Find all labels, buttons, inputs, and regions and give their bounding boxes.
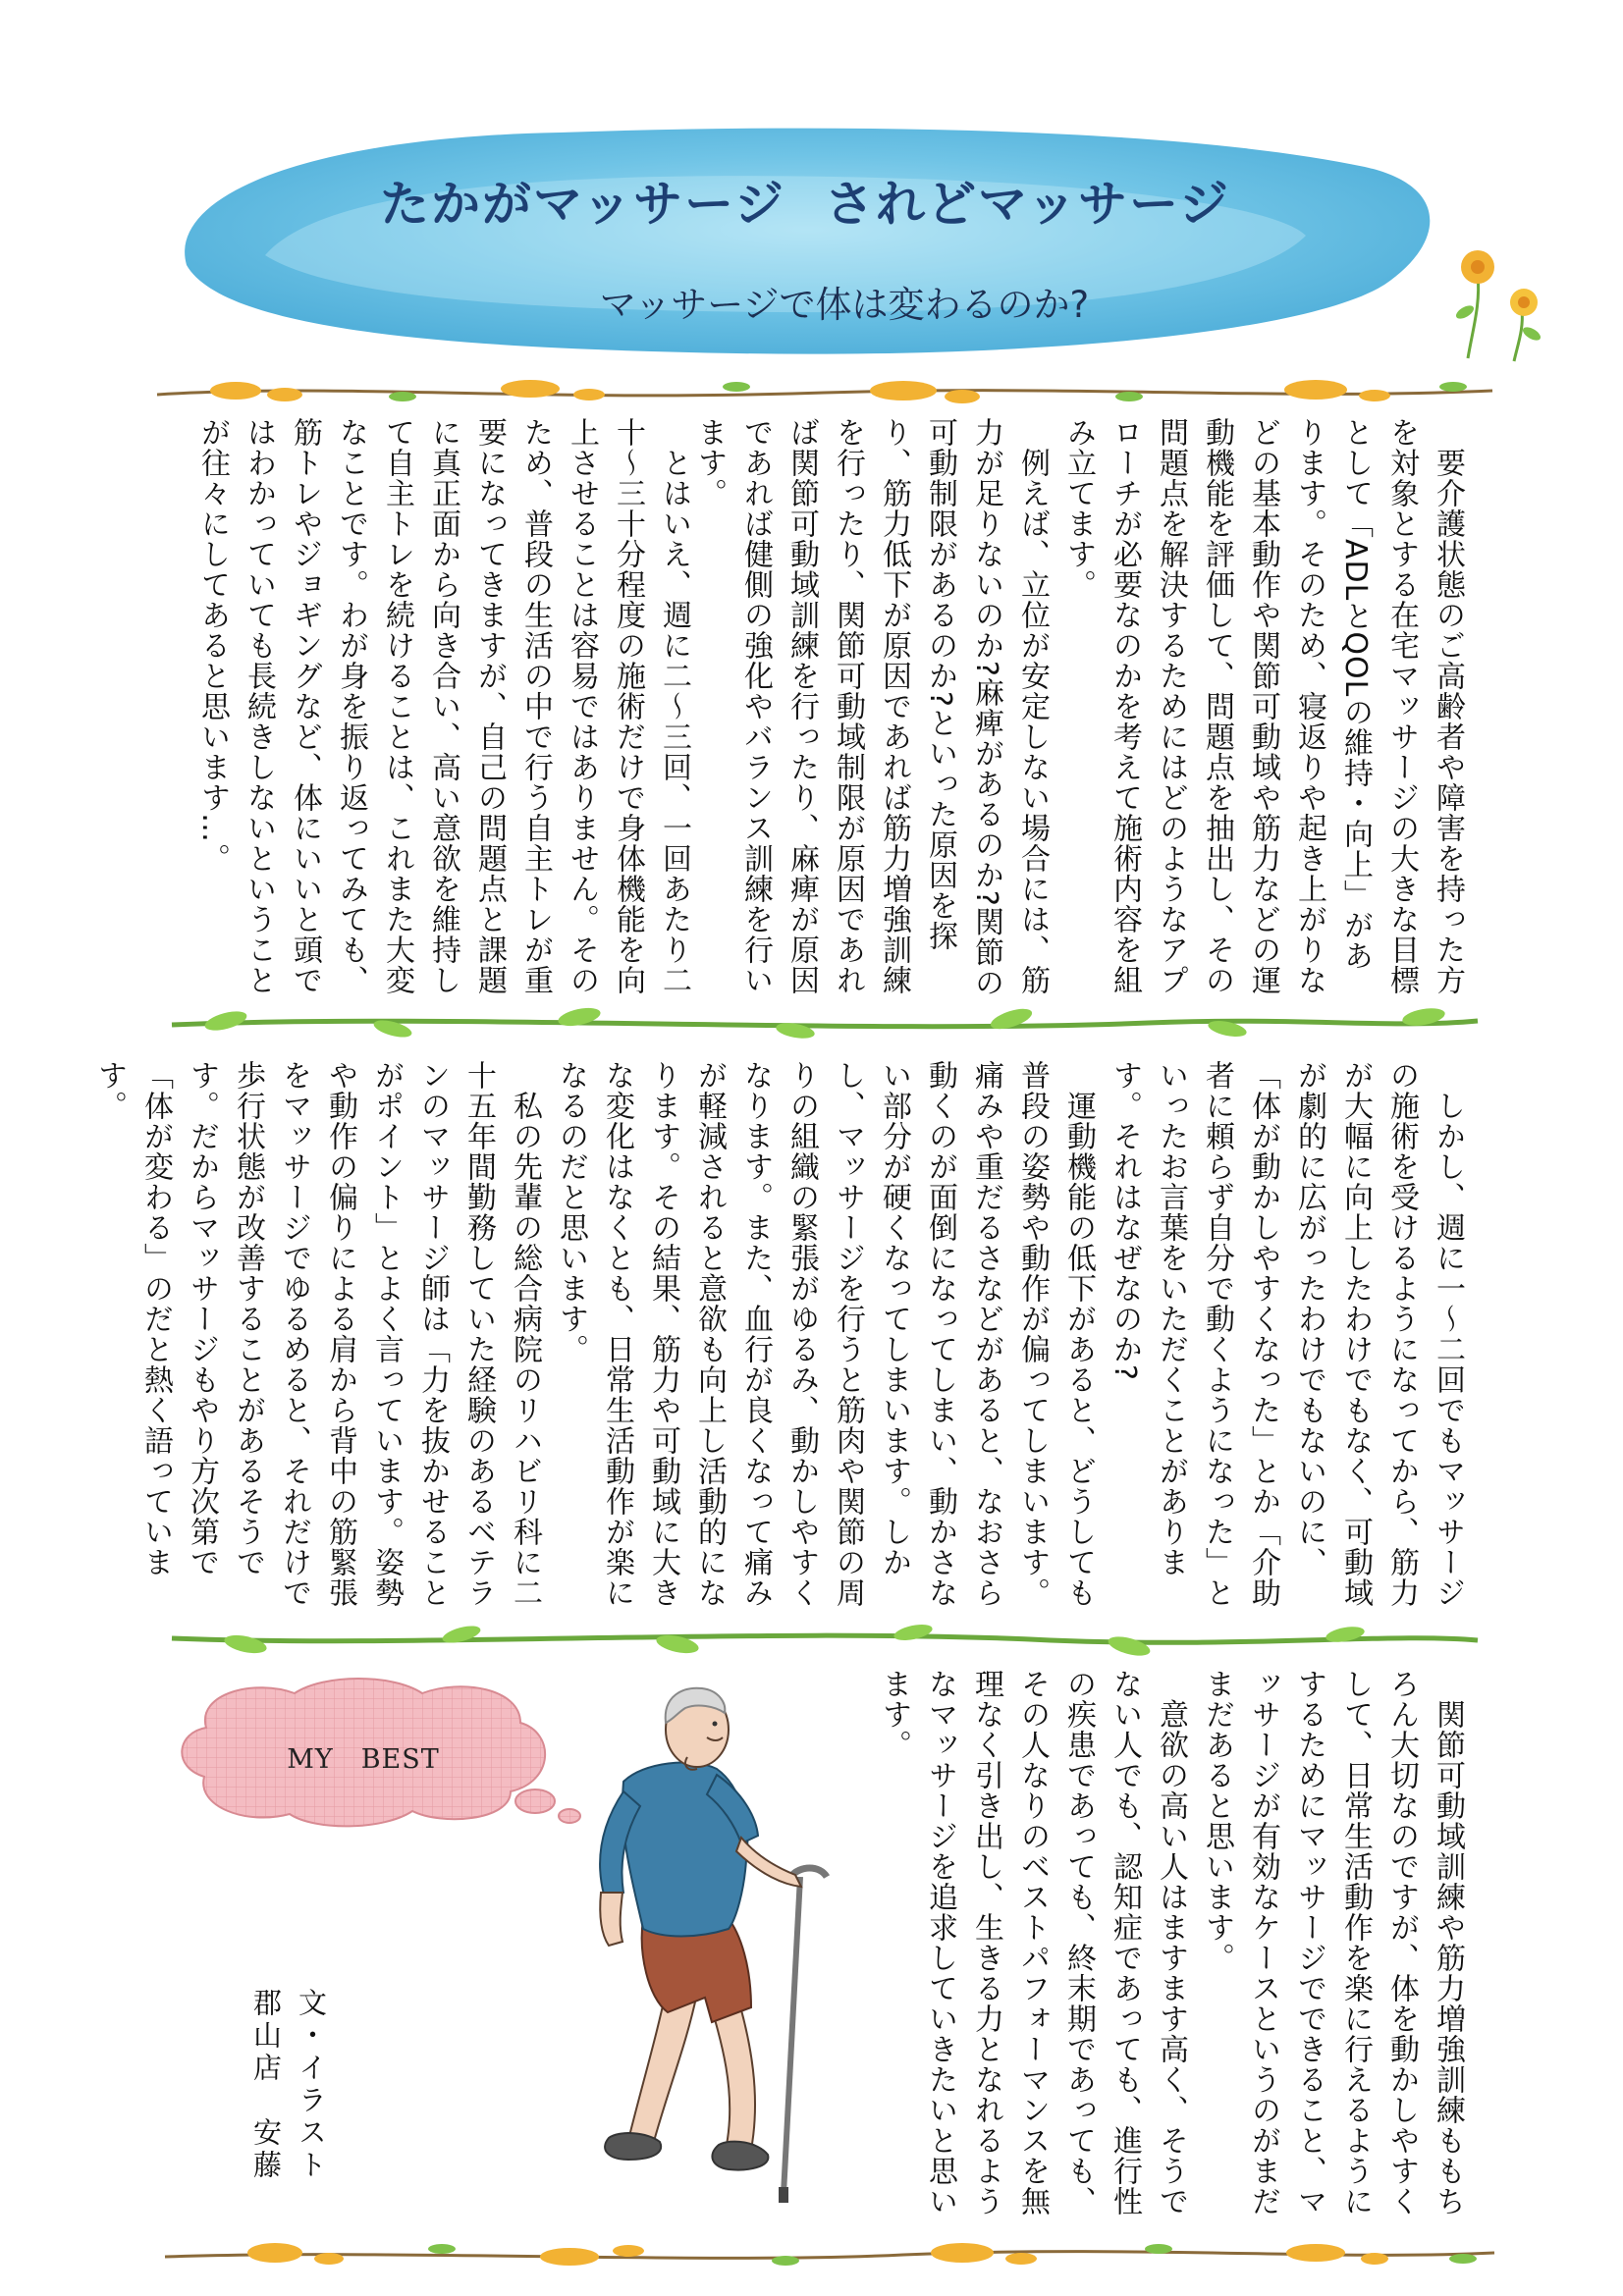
- bubble-text: MY BEST: [287, 1744, 440, 1775]
- green-vine-divider-2: [167, 1615, 1483, 1664]
- paragraph-1: 要介護状態のご高齢者や障害を持った方を対象とする在宅マッサージの大きな目標として「ADLとQOLの維持・向上」があります。そのため、寝返りや起き上がりなどの基本動作や関節可動域や筋力などの運動機能を評価して、問題点を抽出し、その問題点を解決するためにはどのようなアプローチが必要なのかを考えて施術内容を組み立てます。 例えば、立位が安定しない場合には、筋力が足りないのか?麻痺があるのか?関節の可動制限があるのか?といった原因を探り、筋力低下が原因であれば筋力増強訓練を行ったり、関節可動域制限が原因であれば関節可動域訓練を行ったり、麻痺が原因であれば健側の強化やバランス訓練を行います。: [692, 417, 1465, 998]
- article-block-top-left: [147, 417, 697, 1001]
- article-block-bottom-right: [877, 1669, 1471, 2218]
- paragraph-4: 関節可動域訓練や筋力増強訓練ももちろん大切なのですが、体を動かしやすくして、日常生活動作を楽に行えるようにするためにマッサージでできること、マッサージが有効なケースというのがまだまだあると思います。 意欲の高い人はますます高く、そうでない人でも、認知症であっても、進行性の疾患であっても、終末期であっても、その人なりのベストパフォーマンスを無理なく引き出し、生きる力となれるようなマッサージを追求していきたいと思います。: [877, 1669, 1465, 2216]
- credit-line-2: 郡山店 安藤: [249, 1988, 283, 2182]
- article-block-middle: [92, 1060, 1471, 1610]
- title-part1: たかがマッサージ: [380, 176, 785, 233]
- title-part2: されどマッサージ: [825, 176, 1230, 233]
- green-vine-divider-1: [167, 999, 1483, 1048]
- bottom-vine-divider: [157, 2233, 1502, 2277]
- elderly-man-with-cane-illustration: [550, 1659, 874, 2209]
- page-title: [363, 165, 1247, 236]
- flower-decoration-icon: [1443, 236, 1561, 363]
- author-credit: [206, 1988, 334, 2223]
- paragraph-3: しかし、週に一～二回でもマッサージの施術を受けるようになってから、筋力が大幅に向上したわけでもなく、可動域が劇的に広がったわけでもないのに、「体が動かしやすくなった」とか「介助者に頼らず自分で動くようになった」といったお言葉をいただくことがあります。それはなぜなのか? 運動機能の低下があると、どうしても普段の姿勢や動作が偏ってしまいます。痛みや重だるさなどがあると、なおさら動くのが面倒になってしまい、動かさない部分が硬くなってしまいます。しかし、マッサージを行うと筋肉や関節の周りの組織の緊張がゆるみ、動かしやすくなります。また、血行が良くなって痛みが軽減されると意欲も向上し活動的になります。その結果、筋力や可動域に大きな変化はなくとも、日常生活動作が楽になるのだと思います。 私の先輩の総合病院のリハビリ科に二十五年間勤務していた経験のあるベテランのマッサージ師は「力を抜かせることがポイント」とよく言っています。姿勢や動作の偏りによる肩から背中の筋緊張をマッサージでゆるめると、それだけで歩行状態が改善することがあるそうです。だからマッサージもやり方次第で「体が変わる」のだと熱く語っています。: [92, 1060, 1465, 1608]
- paragraph-2: とはいえ、週に二～三回、一回あたり二十～三十分程度の施術だけで身体機能を向上させることは容易ではありません。そのため、普段の生活の中で行う自主トレが重要になってきますが、自己の問題点と課題に真正面から向き合い、高い意欲を維持して自主トレを続けることは、これまた大変なことです。わが身を振り返ってみても、筋トレやジョギングなど、体にいいと頭ではわかっていても長続きしないということが往々にしてあると思います…。: [195, 417, 691, 995]
- top-vine-divider: [147, 373, 1502, 412]
- credit-line-1: 文・イラスト: [295, 1988, 328, 2182]
- article-block-top-right: [692, 417, 1471, 1001]
- page-subtitle: マッサージで体は変わるのか?: [599, 284, 1090, 326]
